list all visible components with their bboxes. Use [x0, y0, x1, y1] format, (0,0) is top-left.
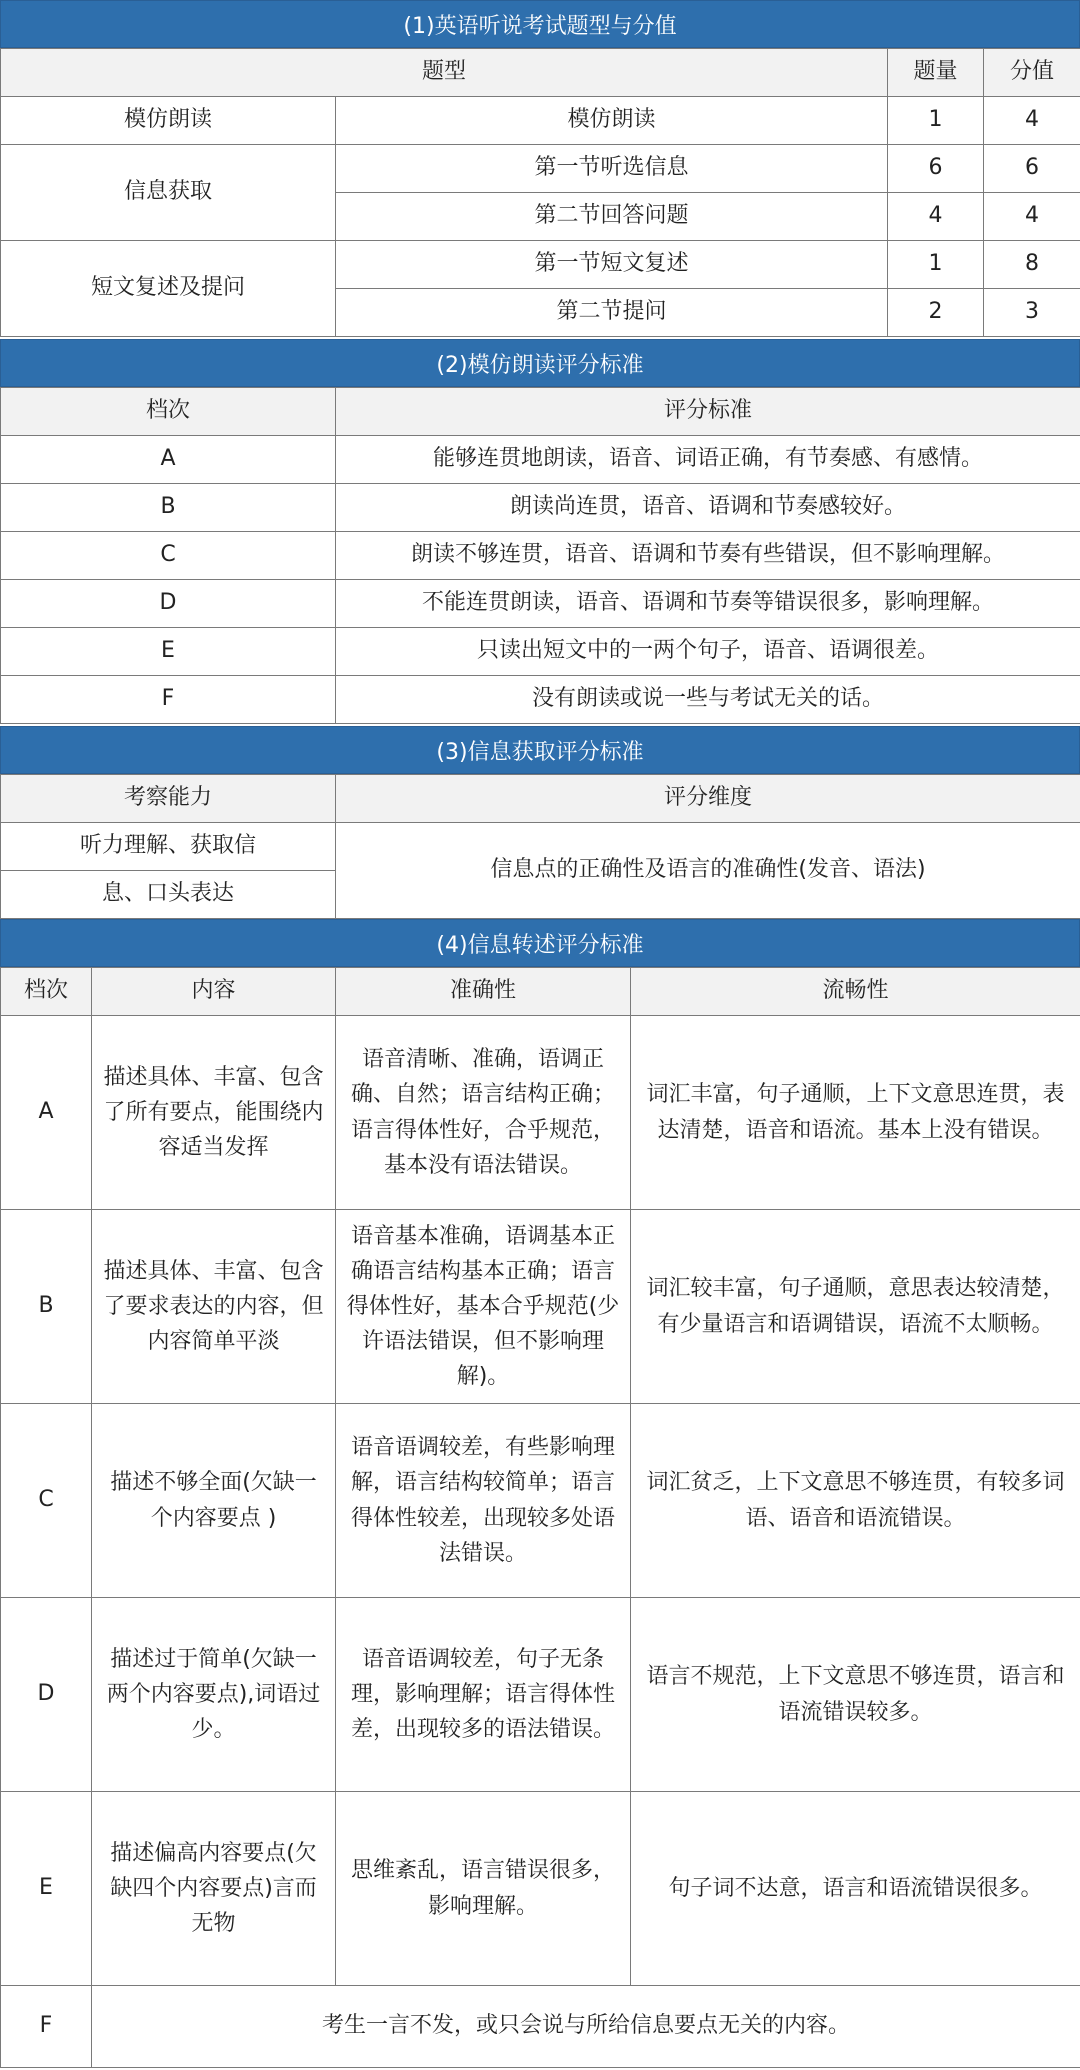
- table-row: [1, 1598, 1080, 1792]
- imitation-reading-table: [0, 387, 1080, 724]
- grade-cell: B: [1, 484, 336, 532]
- grade-cell: C: [1, 532, 336, 580]
- score-cell: 3: [984, 289, 1080, 337]
- score-cell: 6: [984, 145, 1080, 193]
- section-info-acquisition: [0, 726, 1080, 919]
- item-cell: 第一节短文复述: [336, 241, 888, 289]
- header-score: 分值: [984, 49, 1080, 97]
- table-row: [1, 1792, 1080, 1986]
- grade-cell: E: [1, 628, 336, 676]
- fluency-cell: 词汇较丰富，句子通顺，意思表达较清楚，有少量语言和语调错误，语流不太顺畅。: [631, 1210, 1080, 1404]
- count-cell: 2: [888, 289, 984, 337]
- fluency-cell: 词汇贫乏，上下文意思不够连贯，有较多词语、语音和语流错误。: [631, 1404, 1080, 1598]
- standard-cell: 只读出短文中的一两个句子，语音、语调很差。: [336, 628, 1080, 676]
- content-cell: 描述具体、丰富、包含了要求表达的内容，但内容简单平淡: [92, 1210, 336, 1404]
- ability-cell-line2: 息、口头表达: [1, 871, 336, 919]
- score-cell: 4: [984, 97, 1080, 145]
- item-cell: 第二节提问: [336, 289, 888, 337]
- accuracy-cell: 语音语调较差，句子无条理，影响理解；语言得体性差，出现较多的语法错误。: [336, 1598, 631, 1792]
- section3-title: (3)信息获取评分标准: [0, 726, 1080, 774]
- standard-cell: 朗读不够连贯，语音、语调和节奏有些错误，但不影响理解。: [336, 532, 1080, 580]
- table-row: [1, 580, 1080, 628]
- section4-title: (4)信息转述评分标准: [0, 919, 1080, 967]
- section1-title: (1)英语听说考试题型与分值: [0, 0, 1080, 48]
- count-cell: 1: [888, 241, 984, 289]
- header-standard: 评分标准: [336, 388, 1080, 436]
- standard-cell: 朗读尚连贯，语音、语调和节奏感较好。: [336, 484, 1080, 532]
- grade-cell: A: [1, 436, 336, 484]
- header-grade: 档次: [1, 968, 92, 1016]
- accuracy-cell: 语音语调较差，有些影响理解，语言结构较简单；语言得体性较差，出现较多处语法错误。: [336, 1404, 631, 1598]
- accuracy-cell: 思维紊乱，语言错误很多，影响理解。: [336, 1792, 631, 1986]
- table-row: [1, 1986, 1080, 2068]
- table-row: [1, 1210, 1080, 1404]
- header-fluency: 流畅性: [631, 968, 1080, 1016]
- fluency-cell: 句子词不达意，语言和语流错误很多。: [631, 1792, 1080, 1986]
- grade-cell: E: [1, 1792, 92, 1986]
- table-row: [1, 145, 1080, 193]
- info-retelling-table: [0, 967, 1080, 2068]
- count-cell: 4: [888, 193, 984, 241]
- section-question-types: [0, 0, 1080, 337]
- table-row: [1, 484, 1080, 532]
- table-row: [1, 1016, 1080, 1210]
- ability-cell-line1: 听力理解、获取信: [1, 823, 336, 871]
- category-cell: 模仿朗读: [1, 97, 336, 145]
- content-cell: 描述不够全面(欠缺一个内容要点 ): [92, 1404, 336, 1598]
- header-type: 题型: [1, 49, 888, 97]
- dimension-cell: 信息点的正确性及语言的准确性(发音、语法): [336, 823, 1080, 919]
- table-row: [1, 1404, 1080, 1598]
- fluency-cell: 语言不规范，上下文意思不够连贯，语言和语流错误较多。: [631, 1598, 1080, 1792]
- content-cell: 描述具体、丰富、包含了所有要点，能围绕内容适当发挥: [92, 1016, 336, 1210]
- category-cell: 短文复述及提问: [1, 241, 336, 337]
- standard-cell: 没有朗读或说一些与考试无关的话。: [336, 676, 1080, 724]
- accuracy-cell: 语音基本准确，语调基本正确语言结构基本正确；语言得体性好，基本合乎规范(少许语法错误，但不影响理解)。: [336, 1210, 631, 1404]
- accuracy-cell: 语音清晰、准确，语调正确、自然；语言结构正确；语言得体性好，合乎规范，基本没有语法错误。: [336, 1016, 631, 1210]
- content-cell: 描述过于简单(欠缺一两个内容要点),词语过少。: [92, 1598, 336, 1792]
- table-row: [1, 628, 1080, 676]
- table-row: [1, 436, 1080, 484]
- header-content: 内容: [92, 968, 336, 1016]
- standard-cell: 能够连贯地朗读，语音、词语正确，有节奏感、有感情。: [336, 436, 1080, 484]
- count-cell: 6: [888, 145, 984, 193]
- table-row: [1, 97, 1080, 145]
- category-cell: 信息获取: [1, 145, 336, 241]
- grade-cell: A: [1, 1016, 92, 1210]
- header-count: 题量: [888, 49, 984, 97]
- fluency-cell: 词汇丰富，句子通顺，上下文意思连贯，表达清楚，语音和语流。基本上没有错误。: [631, 1016, 1080, 1210]
- table-row: [1, 823, 1080, 871]
- header-ability: 考察能力: [1, 775, 336, 823]
- header-dimension: 评分维度: [336, 775, 1080, 823]
- section2-title: (2)模仿朗读评分标准: [0, 339, 1080, 387]
- item-cell: 第一节听选信息: [336, 145, 888, 193]
- row-f-text: 考生一言不发，或只会说与所给信息要点无关的内容。: [92, 1986, 1080, 2068]
- grade-cell: F: [1, 1986, 92, 2068]
- item-cell: 模仿朗读: [336, 97, 888, 145]
- grade-cell: B: [1, 1210, 92, 1404]
- question-types-table: [0, 48, 1080, 337]
- grade-cell: C: [1, 1404, 92, 1598]
- table-row: [1, 532, 1080, 580]
- grade-cell: D: [1, 1598, 92, 1792]
- count-cell: 1: [888, 97, 984, 145]
- header-accuracy: 准确性: [336, 968, 631, 1016]
- item-cell: 第二节回答问题: [336, 193, 888, 241]
- info-acquisition-table: [0, 774, 1080, 919]
- grade-cell: D: [1, 580, 336, 628]
- table-row: [1, 241, 1080, 289]
- section-imitation-reading: [0, 339, 1080, 724]
- section-info-retelling: [0, 919, 1080, 2068]
- content-cell: 描述偏高内容要点(欠缺四个内容要点)言而无物: [92, 1792, 336, 1986]
- standard-cell: 不能连贯朗读，语音、语调和节奏等错误很多，影响理解。: [336, 580, 1080, 628]
- table-row: [1, 676, 1080, 724]
- score-cell: 4: [984, 193, 1080, 241]
- score-cell: 8: [984, 241, 1080, 289]
- grade-cell: F: [1, 676, 336, 724]
- header-grade: 档次: [1, 388, 336, 436]
